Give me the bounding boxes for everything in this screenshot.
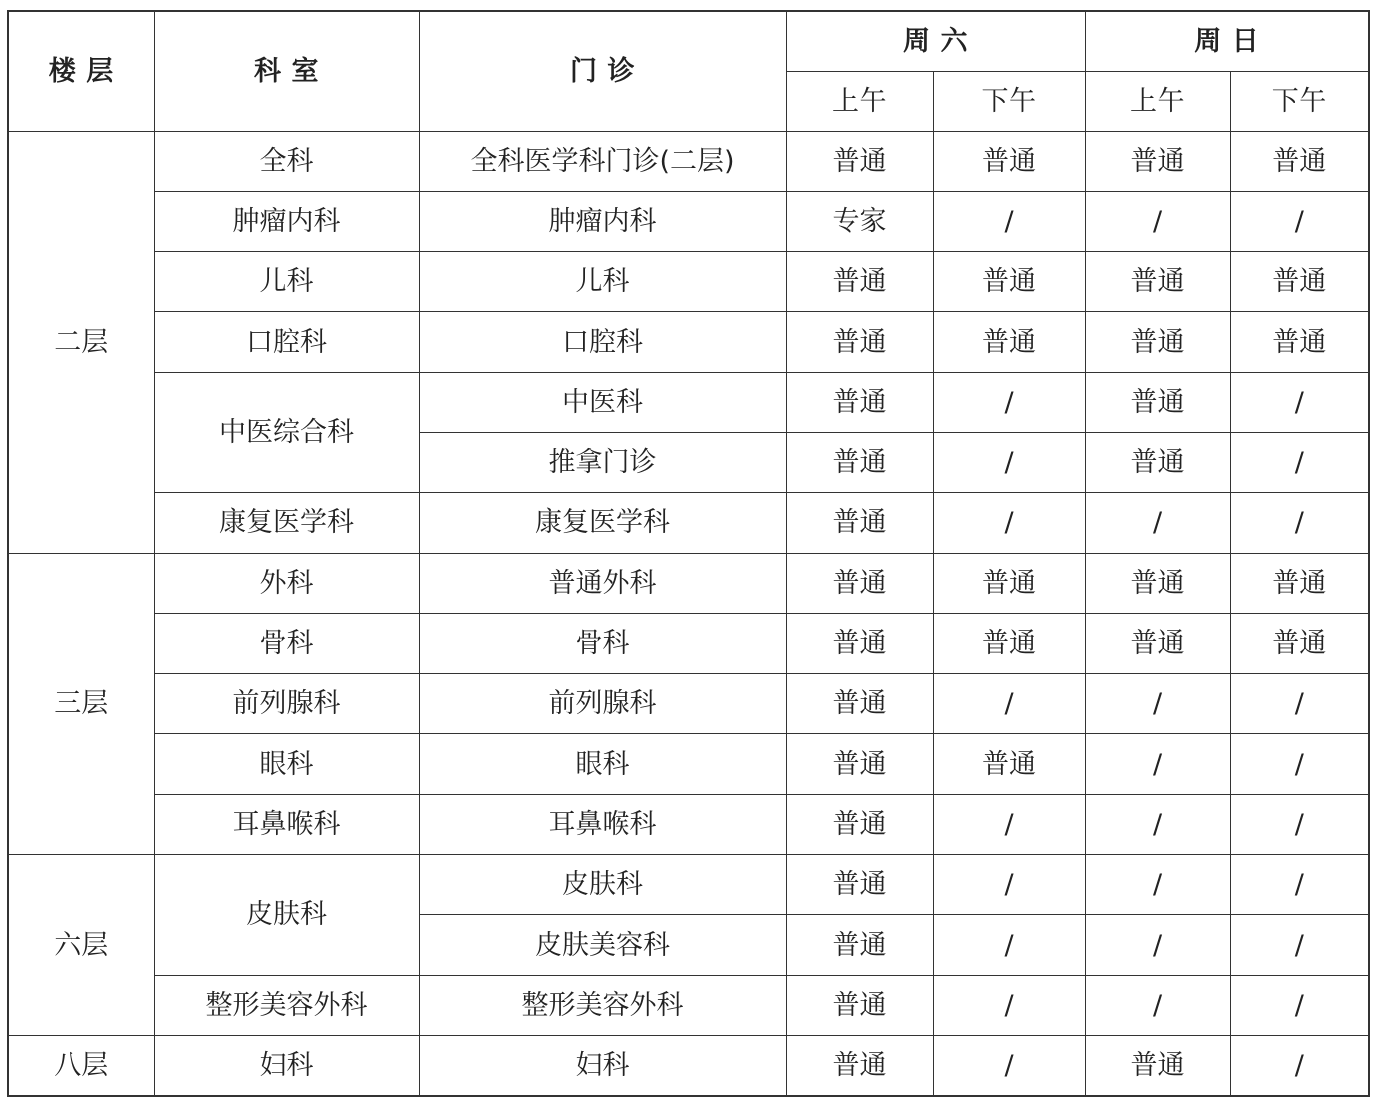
floor-cell: 六层 [8,855,154,1036]
saturday-pm-cell: 普通 [933,613,1085,673]
clinic-cell: 皮肤美容科 [419,915,786,975]
table-row [8,493,1369,553]
sunday-pm-cell: 普通 [1230,131,1369,191]
saturday-pm-cell: 普通 [933,553,1085,613]
saturday-pm-cell: / [933,372,1085,432]
clinic-cell: 普通外科 [419,553,786,613]
saturday-am-cell: 普通 [786,372,933,432]
sunday-pm-cell: 普通 [1230,312,1369,372]
table-row [8,975,1369,1035]
sunday-pm-cell: / [1230,674,1369,734]
saturday-am-cell: 普通 [786,553,933,613]
saturday-am-cell: 普通 [786,131,933,191]
table-row [8,372,1369,432]
floor-cell: 三层 [8,553,154,854]
saturday-pm-cell: / [933,915,1085,975]
sunday-am-cell: 普通 [1085,312,1230,372]
saturday-am-cell: 普通 [786,855,933,915]
sunday-am-cell: / [1085,915,1230,975]
sunday-pm-cell: / [1230,372,1369,432]
saturday-am-cell: 普通 [786,674,933,734]
department-cell: 眼科 [154,734,419,794]
header-row-top [8,11,1369,71]
sunday-pm-cell: 普通 [1230,553,1369,613]
table-row [8,312,1369,372]
saturday-am-cell: 普通 [786,734,933,794]
saturday-am-cell: 普通 [786,975,933,1035]
table-row [8,674,1369,734]
department-cell: 肿瘤内科 [154,191,419,251]
sunday-pm-cell: / [1230,794,1369,854]
floor-cell: 二层 [8,131,154,553]
sunday-am-cell: / [1085,855,1230,915]
table-row [8,734,1369,794]
table-row [8,1035,1369,1095]
department-cell: 妇科 [154,1035,419,1095]
sunday-pm-cell: / [1230,734,1369,794]
department-cell: 外科 [154,553,419,613]
sunday-am-cell: / [1085,734,1230,794]
saturday-am-cell: 普通 [786,312,933,372]
floor-cell: 八层 [8,1035,154,1095]
saturday-pm-cell: / [933,1035,1085,1095]
department-cell: 皮肤科 [154,855,419,976]
sunday-pm-cell: / [1230,855,1369,915]
clinic-cell: 中医科 [419,372,786,432]
sunday-am-cell: 普通 [1085,613,1230,673]
table-row [8,553,1369,613]
sunday-pm-cell: / [1230,915,1369,975]
saturday-am-cell: 普通 [786,1035,933,1095]
saturday-am-cell: 普通 [786,794,933,854]
header-clinic: 门 诊 [419,11,786,131]
sunday-am-cell: / [1085,975,1230,1035]
header-sunday: 周 日 [1085,11,1369,71]
sunday-am-cell: 普通 [1085,553,1230,613]
table-body [8,131,1369,1096]
table-row [8,252,1369,312]
header-saturday-pm: 下午 [933,71,1085,131]
saturday-am-cell: 普通 [786,613,933,673]
header-floor: 楼 层 [8,11,154,131]
sunday-am-cell: 普通 [1085,131,1230,191]
department-cell: 骨科 [154,613,419,673]
sunday-am-cell: / [1085,493,1230,553]
header-sunday-am: 上午 [1085,71,1230,131]
header-saturday-am: 上午 [786,71,933,131]
saturday-pm-cell: / [933,855,1085,915]
sunday-am-cell: / [1085,794,1230,854]
clinic-cell: 骨科 [419,613,786,673]
header-saturday: 周 六 [786,11,1085,71]
saturday-pm-cell: / [933,493,1085,553]
saturday-am-cell: 普通 [786,915,933,975]
clinic-cell: 妇科 [419,1035,786,1095]
saturday-pm-cell: / [933,975,1085,1035]
sunday-pm-cell: / [1230,1035,1369,1095]
clinic-cell: 推拿门诊 [419,432,786,492]
department-cell: 整形美容外科 [154,975,419,1035]
sunday-am-cell: 普通 [1085,1035,1230,1095]
table-row [8,794,1369,854]
sunday-pm-cell: / [1230,191,1369,251]
saturday-pm-cell: / [933,432,1085,492]
table-row [8,131,1369,191]
sunday-pm-cell: / [1230,975,1369,1035]
saturday-pm-cell: 普通 [933,252,1085,312]
clinic-cell: 前列腺科 [419,674,786,734]
sunday-am-cell: / [1085,191,1230,251]
saturday-am-cell: 普通 [786,432,933,492]
sunday-am-cell: 普通 [1085,432,1230,492]
saturday-pm-cell: / [933,191,1085,251]
saturday-pm-cell: / [933,794,1085,854]
table-header [8,11,1369,131]
department-cell: 全科 [154,131,419,191]
clinic-cell: 眼科 [419,734,786,794]
saturday-pm-cell: 普通 [933,131,1085,191]
saturday-am-cell: 普通 [786,252,933,312]
department-cell: 中医综合科 [154,372,419,493]
table-row [8,613,1369,673]
clinic-cell: 整形美容外科 [419,975,786,1035]
clinic-cell: 耳鼻喉科 [419,794,786,854]
header-sunday-pm: 下午 [1230,71,1369,131]
clinic-cell: 口腔科 [419,312,786,372]
clinic-schedule-table [7,10,1370,1097]
saturday-pm-cell: 普通 [933,734,1085,794]
sunday-am-cell: / [1085,674,1230,734]
table-row [8,191,1369,251]
sunday-am-cell: 普通 [1085,372,1230,432]
clinic-cell: 全科医学科门诊(二层) [419,131,786,191]
sunday-am-cell: 普通 [1085,252,1230,312]
department-cell: 口腔科 [154,312,419,372]
department-cell: 耳鼻喉科 [154,794,419,854]
header-department: 科 室 [154,11,419,131]
clinic-cell: 肿瘤内科 [419,191,786,251]
clinic-cell: 康复医学科 [419,493,786,553]
department-cell: 康复医学科 [154,493,419,553]
clinic-cell: 皮肤科 [419,855,786,915]
saturday-pm-cell: 普通 [933,312,1085,372]
clinic-cell: 儿科 [419,252,786,312]
saturday-am-cell: 普通 [786,493,933,553]
sunday-pm-cell: / [1230,432,1369,492]
department-cell: 儿科 [154,252,419,312]
department-cell: 前列腺科 [154,674,419,734]
table-row [8,855,1369,915]
sunday-pm-cell: 普通 [1230,252,1369,312]
saturday-pm-cell: / [933,674,1085,734]
saturday-am-cell: 专家 [786,191,933,251]
sunday-pm-cell: 普通 [1230,613,1369,673]
sunday-pm-cell: / [1230,493,1369,553]
